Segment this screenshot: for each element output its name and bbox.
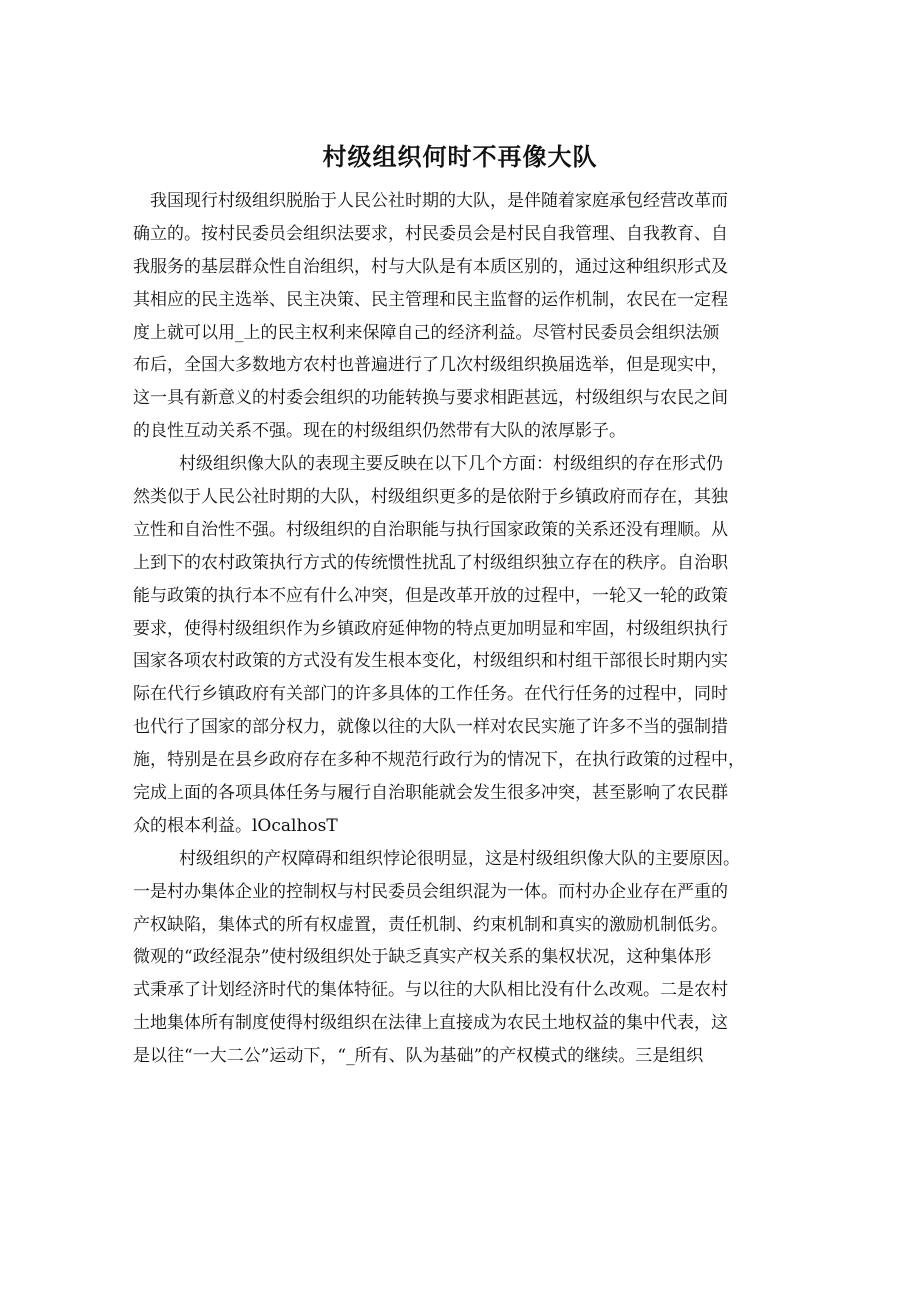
text-line: 度上就可以用_上的民主权利来保障自己的经济利益。尽管村民委员会组织法颁: [133, 322, 720, 343]
text-line: 确立的。按村民委员会组织法要求，村民委员会是村民自我管理、自我教育、自: [133, 223, 728, 244]
text-line: 立性和自治性不强。村级组织的自治职能与执行国家政策的关系还没有理顺。从: [133, 519, 728, 540]
text-line: 式秉承了计划经济时代的集体特征。与以往的大队相比没有什么改观。二是农村: [133, 980, 728, 1001]
text-line: 土地集体所有制度使得村级组织在法律上直接成为农民土地权益的集中代表，这: [133, 1013, 728, 1034]
text-line: 一是村办集体企业的控制权与村民委员会组织混为一体。而村办企业存在严重的: [133, 881, 728, 902]
text-line: 国家各项农村政策的方式没有发生根本变化，村级组织和村组干部很长时期内实: [133, 651, 728, 672]
text-line: 完成上面的各项具体任务与履行自治职能就会发生很多冲突，甚至影响了农民群: [133, 783, 728, 804]
text-line: 众的根本利益。lOcalhosT: [133, 815, 338, 836]
text-line: 也代行了国家的部分权力，就像以往的大队一样对农民实施了许多不当的强制措: [133, 717, 728, 738]
text-line: 村级组织像大队的表现主要反映在以下几个方面：村级组织的存在形式仍: [179, 454, 723, 475]
document-body: [133, 185, 793, 1073]
text-line: 要求，使得村级组织作为乡镇政府延伸物的特点更加明显和牢固，村级组织执行: [133, 618, 728, 639]
text-line: 我国现行村级组织脱胎于人民公社时期的大队，是伴随着家庭承包经营改革而: [150, 191, 728, 211]
text-line: 微观的“政经混杂”使村级组织处于缺乏真实产权关系的集权状况，这种集体形: [133, 947, 712, 968]
text-line: 能与政策的执行本不应有什么冲突，但是改革开放的过程中，一轮又一轮的政策: [133, 585, 728, 606]
text-line: 这一具有新意义的村委会组织的功能转换与要求相距甚远，村级组织与农民之间: [133, 388, 728, 409]
document-title: 村级组织何时不再像大队: [322, 143, 598, 171]
text-line: 的良性互动关系不强。现在的村级组织仍然带有大队的浓厚影子。: [133, 421, 626, 442]
text-line: 产权缺陷，集体式的所有权虚置，责任机制、约束机制和真实的激励机制低劣。: [133, 914, 728, 935]
text-line: 上到下的农村政策执行方式的传统惯性扰乱了村级组织独立存在的秩序。自治职: [133, 552, 728, 573]
text-line: 然类似于人民公社时期的大队，村级组织更多的是依附于乡镇政府而存在，其独: [133, 487, 728, 508]
text-line: 我服务的基层群众性自治组织，村与大队是有本质区别的，通过这种组织形式及: [133, 256, 728, 277]
text-line: 其相应的民主选举、民主决策、民主管理和民主监督的运作机制，农民在一定程: [133, 289, 728, 310]
text-line: 际在代行乡镇政府有关部门的许多具体的工作任务。在代行任务的过程中，同时: [133, 684, 728, 705]
text-line: 村级组织的产权障碍和组织悖论很明显，这是村级组织像大队的主要原因。: [179, 848, 740, 869]
text-line: 是以往“一大二公”运动下，“_所有、队为基础”的产权模式的继续。三是组织: [133, 1046, 704, 1067]
text-line: 布后，全国大多数地方农村也普遍进行了几次村级组织换届选举，但是现实中，: [133, 355, 728, 376]
text-line: 施，特别是在县乡政府存在多种不规范行政行为的情况下，在执行政策的过程中，: [133, 750, 745, 771]
